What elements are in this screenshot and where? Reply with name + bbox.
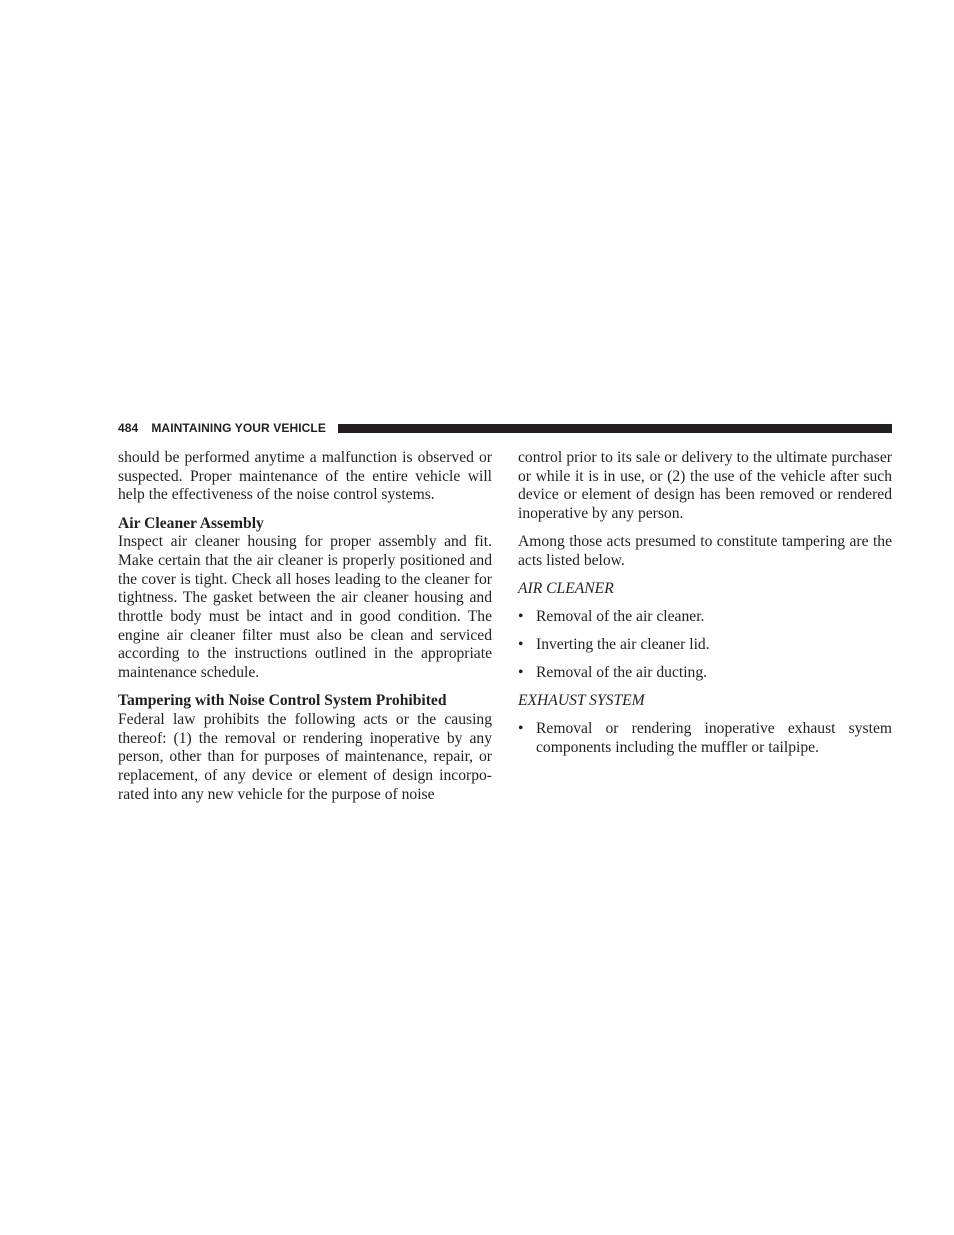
intro-paragraph: should be performed anytime a malfunction is observed or suspected. Proper maintenance of the entire vehicle will help the effectiveness of the noise control systems. [118, 449, 492, 504]
continuation-paragraph: control prior to its sale or delivery to the ultimate purchaser or while it is in use, or (2) the use of the vehicle after such device or element of design has been removed or rendered inoperative by any person. [518, 449, 892, 523]
list-item: • Removal of the air cleaner. [518, 608, 705, 626]
bullet-icon: • [518, 720, 524, 738]
exhaust-system-list [518, 720, 892, 757]
tampering-paragraph: Federal law prohibits the following acts or the causing thereof: (1) the removal or rendering inoperative by any person, other than for purposes of maintenance, repair, or replacement, of any device or element of design incorpo-rated into any new vehicle for the purpose of noise [118, 710, 492, 803]
page-header [118, 420, 892, 436]
header-rule [338, 424, 892, 433]
list-item: • Inverting the air cleaner lid. [518, 636, 710, 654]
right-column [518, 449, 892, 758]
exhaust-system-subheading: EXHAUST SYSTEM [518, 692, 645, 710]
page-number: 484 [118, 421, 139, 435]
bullet-icon: • [518, 636, 524, 654]
tampering-heading: Tampering with Noise Control System Prohibited [118, 692, 447, 710]
air-cleaner-assembly-paragraph: Inspect air cleaner housing for proper assembly and fit. Make certain that the air cleaner is properly positioned and the cover is tight. Check all hoses leading to the cleaner for tightness. The gasket between the air cleaner housing and throttle body must be intact and in good condition. The engine air cleaner filter must also be clean and serviced according to the instructions outlined in the appropriate maintenance schedule. [118, 533, 492, 682]
air-cleaner-subheading: AIR CLEANER [518, 580, 614, 597]
list-item: • Removal or rendering inoperative exhaust system components including the muffler or tailpipe. [518, 720, 892, 757]
presumed-tampering-paragraph: Among those acts presumed to constitute tampering are the acts listed below. [518, 533, 892, 569]
list-item: • Removal of the air ducting. [518, 664, 708, 682]
air-cleaner-list [518, 608, 892, 683]
bullet-icon: • [518, 608, 524, 626]
section-title: MAINTAINING YOUR VEHICLE [151, 421, 326, 435]
left-column [118, 449, 492, 804]
air-cleaner-assembly-heading: Air Cleaner Assembly [118, 514, 264, 532]
bullet-icon: • [518, 664, 524, 682]
